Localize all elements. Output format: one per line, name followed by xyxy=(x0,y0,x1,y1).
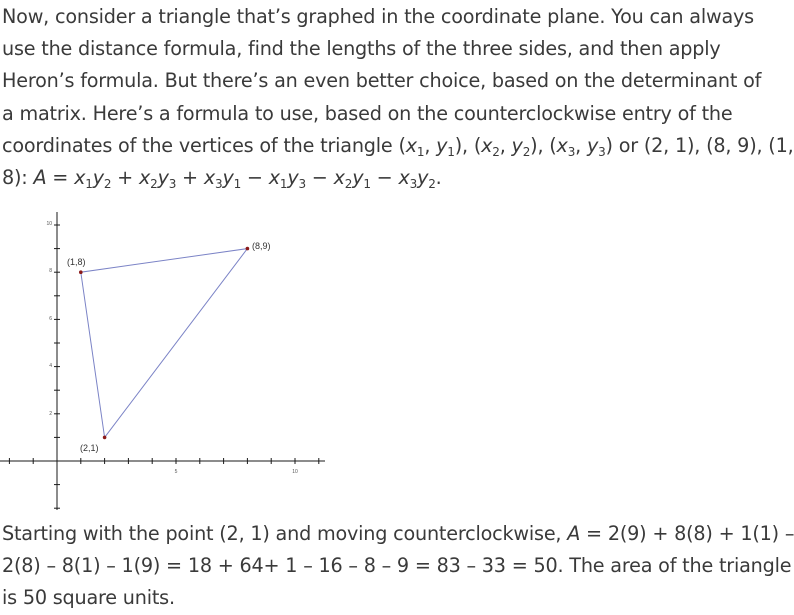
vertex-point xyxy=(103,436,107,440)
vertex-point xyxy=(246,247,250,251)
vertex-point xyxy=(79,270,83,274)
conclusion-line: Starting with the point (2, 1) and moving counterclockwise, A = 2(9) + 8(8) + 1(1) – xyxy=(2,522,794,545)
intro-line: a matrix. Here’s a formula to use, based on the counterclockwise entry of the xyxy=(2,101,733,125)
x-tick-label-5: 5 xyxy=(174,469,178,475)
point-label-1-8: (1,8) xyxy=(67,257,86,267)
intro-line: coordinates of the vertices of the triangle ($x_1$, $y_1$), ($x_2$, $y_2$), ($x_3$, $y_3$) or (2, 1), (8, 9), (1, xyxy=(2,133,794,159)
generic-vertex: ($x_3$, $y_3$) xyxy=(549,133,613,159)
triangle-graph xyxy=(0,212,330,512)
conclusion-line: is 50 square units. xyxy=(2,586,175,610)
vertex-points xyxy=(79,247,249,439)
area-formula: 8): $A = x_1y_2 + x_2y_3 + x_3y_1 - x_1y_3 - x_2y_1 - x_3y_2$. xyxy=(2,166,442,192)
intro-line: use the distance formula, find the lengths of the three sides, and then apply xyxy=(2,37,721,61)
y-tick-label-4: 4 xyxy=(49,363,52,369)
specific-vertex: (2, 1) xyxy=(643,133,695,157)
x-tick-label-10: 10 xyxy=(292,469,298,475)
y-tick-label-6: 6 xyxy=(49,316,52,322)
intro-line: Heron’s formula. But there’s an even better choice, based on the determinant of xyxy=(2,69,762,93)
specific-vertex: (8, 9) xyxy=(706,133,757,157)
conclusion-line: 2(8) – 8(1) – 1(9) = 18 + 64+ 1 – 16 – 8 – 9 = 83 – 33 = 50. The area of the triangle xyxy=(2,554,792,578)
point-label-8-9: (8,9) xyxy=(252,241,271,251)
triangle xyxy=(81,249,248,438)
y-tick-label-2: 2 xyxy=(49,411,52,417)
intro-line: Now, consider a triangle that’s graphed in the coordinate plane. You can always xyxy=(2,5,754,28)
connector-word: or xyxy=(618,133,638,157)
intro-paragraph xyxy=(2,1,794,194)
conclusion-paragraph xyxy=(2,518,794,615)
point-label-2-1: (2,1) xyxy=(80,443,99,453)
y-tick-label-10: 10 xyxy=(46,221,52,227)
generic-vertex: ($x_2$, $y_2$) xyxy=(473,133,538,159)
generic-vertex: ($x_1$, $y_1$) xyxy=(398,133,463,159)
y-tick-label-8: 8 xyxy=(49,268,52,274)
